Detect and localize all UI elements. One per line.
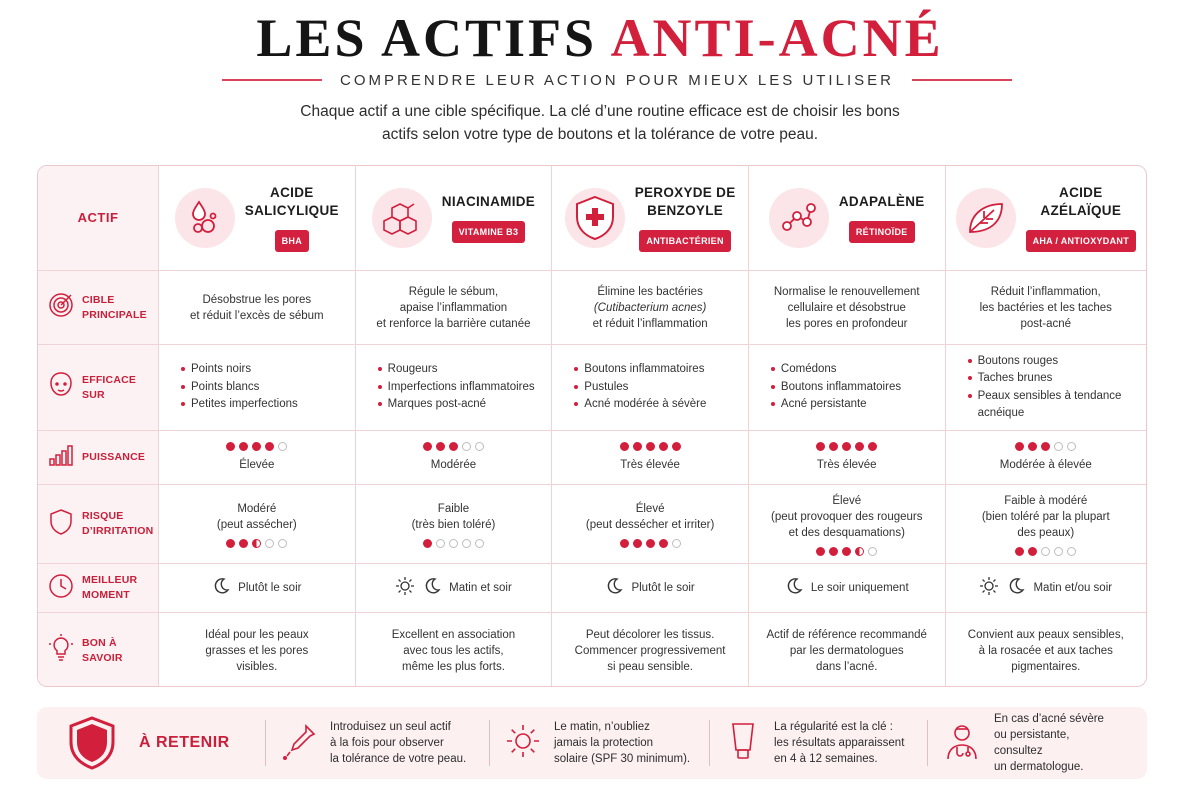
row-label-cible (38, 271, 159, 345)
level-dot (659, 442, 668, 451)
clock-icon (48, 573, 74, 604)
row-label-moment (38, 564, 159, 613)
level-dot (1067, 442, 1076, 451)
savoir-cell (946, 613, 1146, 687)
molecule-nodes-icon (769, 188, 829, 248)
risque-line: (peut provoquer des rougeurs (770, 510, 923, 523)
tips-row (265, 713, 1127, 773)
moment-label: Matin et/ou soir (1033, 582, 1113, 594)
risque-line: Modéré (237, 502, 277, 515)
level-dot (436, 539, 445, 548)
level-dot (423, 442, 432, 451)
tip-line: un dermatologue. (994, 761, 1084, 773)
cible-cell (749, 271, 946, 345)
savoir-cell (749, 613, 946, 687)
cible-line: et réduit l’inflammation (592, 317, 708, 330)
tip-line: La régularité est la clé : (774, 721, 893, 733)
sun-icon (395, 576, 415, 601)
risque-line: Faible à modéré (1004, 494, 1088, 507)
row-label-text: PRINCIPALE (82, 308, 147, 321)
tip-line: la tolérance de votre peau. (330, 753, 467, 765)
subtitle-row (222, 68, 1012, 92)
level-dot (620, 539, 629, 548)
moment-cell (159, 564, 356, 613)
sun-icon (979, 576, 999, 601)
efficace-cell (749, 345, 946, 431)
tip-line: Introduisez un seul actif (330, 721, 451, 733)
moment-cell (552, 564, 749, 613)
actif-header (946, 166, 1146, 271)
level-dot (672, 442, 681, 451)
tip-line: solaire (SPF 30 minimum). (554, 753, 691, 765)
page-title (0, 8, 1200, 68)
actif-name (635, 184, 736, 220)
moon-icon (1007, 577, 1025, 600)
efficace-item: Boutons rouges (968, 353, 1138, 371)
intro-line: actifs selon votre type de boutons et la tolérance de votre peau. (382, 126, 818, 143)
moment-cell (356, 564, 553, 613)
efficace-cell (946, 345, 1146, 431)
row-label-puissance (38, 431, 159, 485)
risque-cell (356, 485, 553, 564)
savoir-line: par les dermatologues (789, 644, 904, 657)
risque-cell (749, 485, 946, 564)
level-dot (620, 442, 629, 451)
level-dot (1015, 547, 1024, 556)
level-dot (1028, 442, 1037, 451)
level-dots (1015, 442, 1076, 451)
actif-name (245, 184, 339, 220)
risque-cell (159, 485, 356, 564)
efficace-item: Marques post-acné (378, 396, 544, 414)
level-dot (855, 442, 864, 451)
target-icon (48, 292, 74, 323)
level-dot (436, 442, 445, 451)
shield-outline-icon (48, 508, 74, 541)
savoir-line: pigmentaires. (1011, 660, 1081, 673)
savoir-line: avec tous les actifs, (403, 644, 504, 657)
actif-name-line: SALICYLIQUE (244, 203, 339, 218)
sun-icon (504, 722, 542, 765)
actif-name-line: ADAPALÈNE (838, 194, 925, 209)
level-dot (816, 442, 825, 451)
level-dots (816, 442, 877, 451)
row-label-text: EFFICACE SUR (82, 373, 137, 401)
level-dot (672, 539, 681, 548)
puissance-cell (749, 431, 946, 485)
header-actif: ACTIF (38, 166, 159, 271)
actif-badge: RÉTINOÏDE (849, 221, 915, 243)
cible-line: et renforce la barrière cutanée (376, 317, 531, 330)
efficace-item: Imperfections inflammatoires (378, 379, 544, 397)
actifs-table (37, 165, 1147, 687)
savoir-cell (356, 613, 553, 687)
level-dot (278, 442, 287, 451)
efficace-item: Pustules (574, 379, 740, 397)
cible-line: les pores en profondeur (786, 317, 908, 330)
level-dot (252, 539, 261, 548)
actif-name-line: BENZOYLE (647, 203, 724, 218)
intro-text (200, 100, 1000, 146)
tip-item (489, 720, 709, 766)
tip-line: ou persistante, consultez (994, 729, 1070, 757)
risque-line: (peut assécher) (216, 518, 297, 531)
level-dot (868, 547, 877, 556)
efficace-item: Boutons inflammatoires (574, 361, 740, 379)
tip-item (709, 720, 927, 766)
row-label-savoir (38, 613, 159, 687)
cible-line: Normalise le renouvellement (773, 285, 920, 298)
level-dot (462, 539, 471, 548)
level-dot (278, 539, 287, 548)
puissance-label: Modérée à élevée (999, 459, 1092, 471)
moon-icon (212, 577, 230, 600)
level-dot (226, 539, 235, 548)
actif-badge: AHA / ANTIOXYDANT (1026, 230, 1136, 252)
level-dot (1067, 547, 1076, 556)
level-dot (475, 539, 484, 548)
actif-header (749, 166, 946, 271)
level-dot (842, 547, 851, 556)
row-label-text: MEILLEUR (82, 574, 138, 586)
level-dot (659, 539, 668, 548)
savoir-line: Convient aux peaux sensibles, (967, 628, 1124, 641)
level-dots (620, 539, 681, 548)
level-dots (620, 442, 681, 451)
efficace-item: Acné modérée à sévère (574, 396, 740, 414)
retenir-block (37, 716, 265, 770)
actif-header (552, 166, 749, 271)
tube-icon (724, 721, 762, 766)
level-dot (829, 442, 838, 451)
level-dots (226, 442, 287, 451)
efficace-item: Comédons (771, 361, 937, 379)
level-dot (1028, 547, 1037, 556)
bulb-icon (48, 634, 74, 667)
cible-line: Réduit l’inflammation, (990, 285, 1101, 298)
tip-item (265, 720, 489, 766)
level-dot (226, 442, 235, 451)
row-label-efficace (38, 345, 159, 431)
efficace-item: Rougeurs (378, 361, 544, 379)
savoir-line: Peut décolorer les tissus. (585, 628, 715, 641)
actif-header (159, 166, 356, 271)
shield-icon (67, 716, 117, 770)
risque-cell (552, 485, 749, 564)
puissance-cell (159, 431, 356, 485)
tip-line: jamais la protection (554, 737, 654, 749)
moment-cell (946, 564, 1146, 613)
efficace-item: Petites imperfections (181, 396, 347, 414)
row-label-text: BON À SAVOIR (82, 636, 123, 664)
bars-icon (48, 443, 74, 472)
actif-name-line: AZÉLAÏQUE (1040, 203, 1122, 218)
subtitle: COMPRENDRE LEUR ACTION POUR MIEUX LES UTILISER (340, 71, 894, 89)
level-dot (265, 442, 274, 451)
level-dots (423, 442, 484, 451)
efficace-item: Points noirs (181, 361, 347, 379)
puissance-label: Élevée (239, 459, 275, 471)
puissance-cell (356, 431, 553, 485)
tip-line: En cas d’acné sévère (994, 713, 1104, 725)
tip-line: les résultats apparaissent (774, 737, 905, 749)
actif-name-line: ACIDE (270, 185, 314, 200)
savoir-line: même les plus forts. (402, 660, 505, 673)
risque-line: Élevé (635, 502, 665, 515)
actif-name (839, 193, 925, 211)
moment-label: Plutôt le soir (238, 582, 302, 594)
actif-badge: BHA (275, 230, 309, 252)
level-dot (868, 442, 877, 451)
risque-line: Élevé (832, 494, 862, 507)
puissance-label: Très élevée (620, 459, 680, 471)
level-dot (646, 442, 655, 451)
cible-cell (159, 271, 356, 345)
efficace-cell (159, 345, 356, 431)
level-dot (646, 539, 655, 548)
efficace-item: Taches brunes (968, 370, 1138, 388)
cible-line: Régule le sébum, (408, 285, 499, 298)
moment-label: Le soir uniquement (810, 582, 909, 594)
savoir-line: Excellent en association (391, 628, 516, 641)
row-label-text: PUISSANCE (82, 451, 146, 463)
level-dot (1041, 547, 1050, 556)
moment-cell (749, 564, 946, 613)
face-icon (48, 371, 74, 404)
savoir-line: dans l’acné. (816, 660, 878, 673)
level-dot (842, 442, 851, 451)
row-label-risque (38, 485, 159, 564)
title-accent: ANTI-ACNÉ (610, 8, 944, 68)
actif-name (1040, 184, 1121, 220)
level-dots (226, 539, 287, 548)
row-label-text: RISQUE (82, 510, 124, 522)
savoir-line: grasses et les pores (205, 644, 309, 657)
level-dots (816, 547, 877, 556)
moon-icon (785, 577, 803, 600)
savoir-line: Idéal pour les peaux (205, 628, 309, 641)
drop-bubbles-icon (175, 188, 235, 248)
level-dot (462, 442, 471, 451)
moon-icon (423, 577, 441, 600)
tip-line: à la fois pour observer (330, 737, 444, 749)
level-dots (423, 539, 484, 548)
efficace-cell (356, 345, 553, 431)
puissance-cell (946, 431, 1146, 485)
title-main: LES ACTIFS (256, 8, 611, 68)
risque-line: des peaux) (1017, 526, 1075, 539)
cible-line: Désobstrue les pores (202, 293, 312, 306)
risque-line: (très bien toléré) (411, 518, 496, 531)
cible-line: et réduit l’excès de sébum (190, 309, 324, 322)
doctor-icon (942, 721, 982, 766)
actif-name (442, 193, 535, 211)
cible-cell (552, 271, 749, 345)
row-label-text: CIBLE (82, 293, 115, 306)
cible-line: apaise l’inflammation (399, 301, 508, 314)
efficace-cell (552, 345, 749, 431)
savoir-line: visibles. (236, 660, 278, 673)
row-label-text: MOMENT (82, 589, 130, 601)
puissance-label: Modérée (430, 459, 477, 471)
level-dot (423, 539, 432, 548)
level-dot (449, 442, 458, 451)
savoir-line: Actif de référence recommandé (766, 628, 927, 641)
shield-cross-icon (565, 188, 625, 248)
actif-name-line: PEROXYDE DE (634, 185, 736, 200)
risque-cell (946, 485, 1146, 564)
risque-line: et des desquamations) (788, 526, 905, 539)
level-dot (265, 539, 274, 548)
savoir-line: à la rosacée et aux taches (978, 644, 1113, 657)
savoir-cell (552, 613, 749, 687)
level-dot (239, 539, 248, 548)
actif-name-line: NIACINAMIDE (441, 194, 536, 209)
level-dot (816, 547, 825, 556)
cible-line: Élimine les bactéries (597, 285, 703, 298)
actif-badge: VITAMINE B3 (452, 221, 526, 243)
level-dot (449, 539, 458, 548)
moment-label: Plutôt le soir (631, 582, 695, 594)
level-dot (633, 539, 642, 548)
level-dot (633, 442, 642, 451)
level-dot (252, 442, 261, 451)
divider (912, 79, 1012, 81)
cible-cell (356, 271, 553, 345)
moon-icon (605, 577, 623, 600)
cible-line: (Cutibacterium acnes) (593, 301, 707, 314)
tip-line: Le matin, n’oubliez (554, 721, 650, 733)
efficace-item: Boutons inflammatoires (771, 379, 937, 397)
tip-item (927, 713, 1127, 773)
intro-line: Chaque actif a une cible spécifique. La clé d’une routine efficace est de choisir les bons (300, 103, 900, 120)
savoir-line: Commencer progressivement (574, 644, 726, 657)
level-dot (855, 547, 864, 556)
level-dot (1054, 547, 1063, 556)
level-dot (475, 442, 484, 451)
leaf-icon (956, 188, 1016, 248)
retenir-title: À RETENIR (139, 734, 230, 751)
cible-cell (946, 271, 1146, 345)
actif-header (356, 166, 553, 271)
level-dot (1015, 442, 1024, 451)
puissance-cell (552, 431, 749, 485)
retenir-banner (37, 707, 1147, 779)
efficace-item: Points blancs (181, 379, 347, 397)
cible-line: cellulaire et désobstrue (787, 301, 906, 314)
divider (222, 79, 322, 81)
actif-name-line: ACIDE (1059, 185, 1103, 200)
savoir-line: si peau sensible. (607, 660, 693, 673)
risque-line: (peut dessécher et irriter) (585, 518, 715, 531)
level-dot (239, 442, 248, 451)
puissance-label: Très élevée (816, 459, 877, 471)
risque-line: Faible (437, 502, 470, 515)
level-dot (1054, 442, 1063, 451)
risque-line: (bien toléré par la plupart (981, 510, 1110, 523)
cible-line: les bactéries et les taches (979, 301, 1112, 314)
cible-line: post-acné (1020, 317, 1072, 330)
actif-badge: ANTIBACTÉRIEN (639, 230, 730, 252)
row-label-text: D’IRRITATION (82, 525, 154, 537)
moment-label: Matin et soir (449, 582, 512, 594)
tip-line: en 4 à 12 semaines. (774, 753, 878, 765)
savoir-cell (159, 613, 356, 687)
dropper-icon (280, 722, 318, 765)
level-dot (1041, 442, 1050, 451)
efficace-item: Peaux sensibles à tendance acnéique (968, 388, 1138, 423)
efficace-item: Acné persistante (771, 396, 937, 414)
molecule-hexagon-icon (372, 188, 432, 248)
level-dot (829, 547, 838, 556)
level-dots (1015, 547, 1076, 556)
